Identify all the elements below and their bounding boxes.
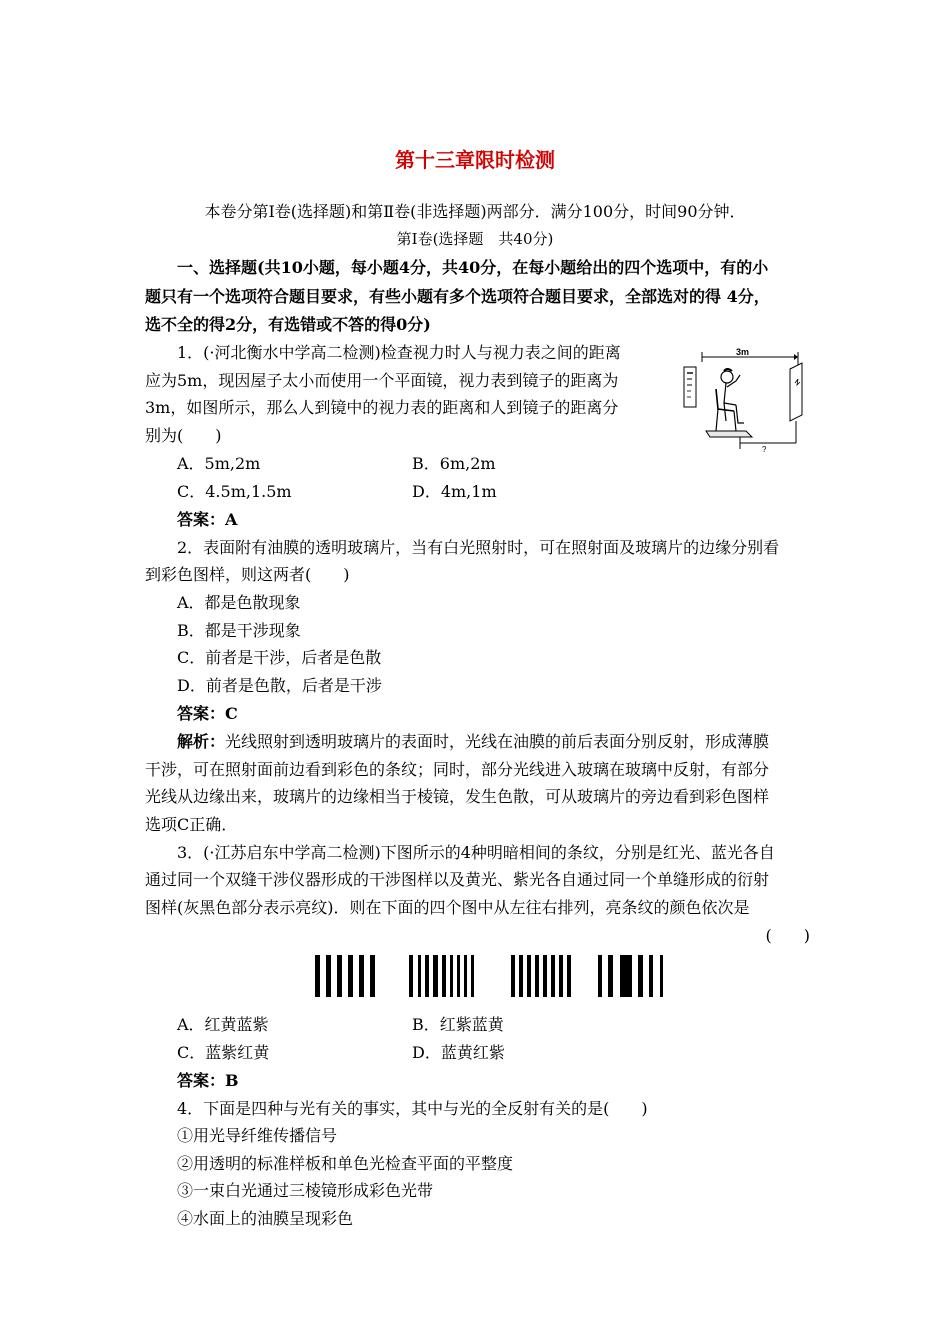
q3-answer: 答案：B [177, 1071, 239, 1090]
section-instructions-line-2: 题只有一个选项符合题目要求，有些小题有多个选项符合题目要求，全部选对的得 4分， [145, 287, 770, 306]
q2-analysis-line-2: 干涉，可在照射面前边看到彩色的条纹；同时，部分光线进入玻璃在玻璃中反射，有部分 [145, 760, 770, 779]
q2-analysis-line-4: 选项C正确． [145, 815, 238, 834]
q1-stem-line-2: 应为5m，现因屋子太小而使用一个平面镜，视力表到镜子的距离为 [145, 371, 619, 390]
q2-option-d: D．前者是色散，后者是干涉 [177, 676, 382, 695]
intro-text: 本卷分第Ⅰ卷(选择题)和第Ⅱ卷(非选择题)两部分．满分100分，时间90分钟． [204, 202, 746, 221]
q3-stem-line-3: 图样(灰黑色部分表示亮纹)．则在下面的四个图中从左往右排列，亮条纹的颜色依次是 [145, 898, 750, 917]
analysis-label: 解析： [177, 732, 226, 751]
fringe-pattern-2 [409, 955, 474, 997]
q4-item-4: ④水面上的油膜呈现彩色 [177, 1209, 354, 1228]
q1-answer: 答案：A [177, 510, 238, 529]
mirror-icon [790, 363, 802, 421]
fringe-pattern-1 [315, 955, 375, 997]
q2-stem-line-1: 2．表面附有油膜的透明玻璃片，当有白光照射时，可在照射面及玻璃片的边缘分别看 [177, 538, 780, 557]
part-heading: 第Ⅰ卷(选择题 共40分) [396, 230, 554, 248]
figure-label-question: ? [762, 445, 767, 453]
q3-option-c: C．蓝紫红黄 [177, 1043, 270, 1062]
q1-stem-line-4: 别为( ) [145, 426, 222, 445]
person-seated-icon [706, 369, 752, 437]
fringe-pattern-4 [598, 955, 663, 997]
section-instructions-line-3: 选不全的得2分，有选错或不答的得0分) [145, 315, 431, 334]
q1-option-c: C．4.5m,1.5m [177, 482, 292, 501]
q2-answer: 答案：C [177, 704, 238, 723]
q3-option-a: A．红黄蓝紫 [177, 1015, 269, 1034]
q1-option-b: B．6m,2m [412, 454, 496, 473]
q4-item-1: ①用光导纤维传播信号 [177, 1126, 338, 1145]
page-title: 第十三章限时检测 [395, 148, 555, 172]
q4-item-2: ②用透明的标准样板和单色光检查平面的平整度 [177, 1154, 514, 1173]
eye-chart-mirror-figure [680, 345, 810, 453]
q3-option-d: D．蓝黄红紫 [412, 1043, 505, 1062]
q2-option-b: B．都是干涉现象 [177, 621, 301, 640]
q2-analysis-line-1 [177, 732, 805, 752]
q1-option-a: A．5m,2m [177, 454, 261, 473]
q1-stem-line-1: 1．(·河北衡水中学高二检测)检查视力时人与视力表之间的距离 [177, 343, 621, 362]
q4-item-3: ③一束白光通过三棱镜形成彩色光带 [177, 1181, 434, 1200]
section-instructions-line-1: 一、选择题(共10小题，每小题4分，共40分，在每小题给出的四个选项中，有的小 [177, 258, 769, 277]
q2-option-c: C．前者是干涉，后者是色散 [177, 648, 382, 667]
q1-option-d: D．4m,1m [412, 482, 497, 501]
fringe-patterns-figure [312, 955, 672, 1001]
analysis-text: 光线照射到透明玻璃片的表面时，光线在油膜的前后表面分别反射，形成薄膜 [225, 732, 770, 751]
q2-option-a: A．都是色散现象 [177, 593, 301, 612]
fringe-pattern-3 [511, 955, 571, 997]
q3-answer-paren: ( ) [765, 926, 810, 945]
q2-stem-line-2: 到彩色图样，则这两者( ) [145, 565, 350, 584]
q3-stem-line-2: 通过同一个双缝干涉仪器形成的干涉图样以及黄光、紫光各自通过同一个单缝形成的衍射 [145, 870, 770, 889]
q1-stem-line-3: 3m，如图所示，那么人到镜中的视力表的距离和人到镜子的距离分 [145, 398, 619, 417]
q3-stem-line-1: 3．(·江苏启东中学高二检测)下图所示的4种明暗相间的条纹，分别是红光、蓝光各自 [177, 843, 775, 862]
q2-analysis-line-3: 光线从边缘出来，玻璃片的边缘相当于棱镜，发生色散，可从玻璃片的旁边看到彩色图样 [145, 787, 770, 806]
q4-stem: 4．下面是四种与光有关的事实，其中与光的全反射有关的是( ) [177, 1099, 648, 1118]
q3-option-b: B．红紫蓝黄 [412, 1015, 504, 1034]
figure-label-3m: 3m [736, 347, 750, 357]
